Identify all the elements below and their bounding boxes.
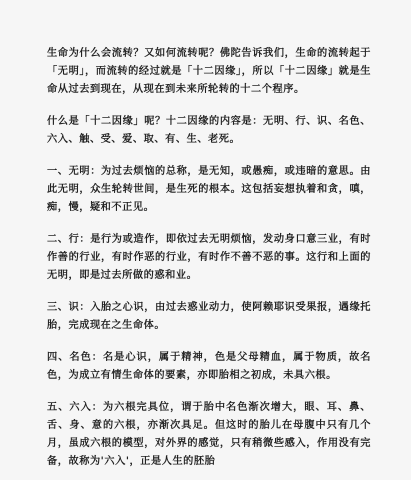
paragraph-twelve-links-list: 什么是「十二因缘」呢？十二因缘的内容是：无明、行、识、名色、六入、触、受、爱、取、有、生、老死。 (47, 115, 371, 145)
paragraph-six-entrances: 五、六入：为六根完具位，谓于胎中名色渐次增大，眼、耳、鼻、舌、身、意的六根，亦渐次具足。但这时的胎儿在母腹中只有几个月，虽成六根的模型，对外界的感觉，只有稍微些感入，作用没有完备，故称为'六入'，正是人生的胚胎 (47, 401, 371, 467)
paragraph-name-and-form: 四、名色：名是心识，属于精神，色是父母精血，属于物质，故名色，为成立有情生命体的要素，亦即胎相之初成，未具六根。 (47, 351, 371, 381)
paragraph-consciousness: 三、识：入胎之心识，由过去惑业动力，使阿赖耶识受果报，遇缘托胎，完成现在之生命体。 (47, 301, 371, 331)
paragraph-formation: 二、行：是行为或造作，即依过去无明烦恼，发动身口意三业，有时作善的行业，有时作恶的行业，有时作不善不恶的事。这行和上面的无明，即是过去所做的惑和业。 (47, 233, 371, 281)
paragraph-intro: 生命为什么会流转？又如何流转呢？佛陀告诉我们，生命的流转起于「无明」，而流转的经过就是「十二因缘」，所以「十二因缘」就是生命从过去到现在，从现在到未来所轮转的十二个程序。 (47, 47, 371, 95)
paragraph-ignorance: 一、无明：为过去烦恼的总称，是无知，或愚痴，或违暗的意思。由此无明，众生轮转世间，是生死的根本。这包括妄想执着和贪，嗔，痴，慢，疑和不正见。 (47, 165, 371, 213)
